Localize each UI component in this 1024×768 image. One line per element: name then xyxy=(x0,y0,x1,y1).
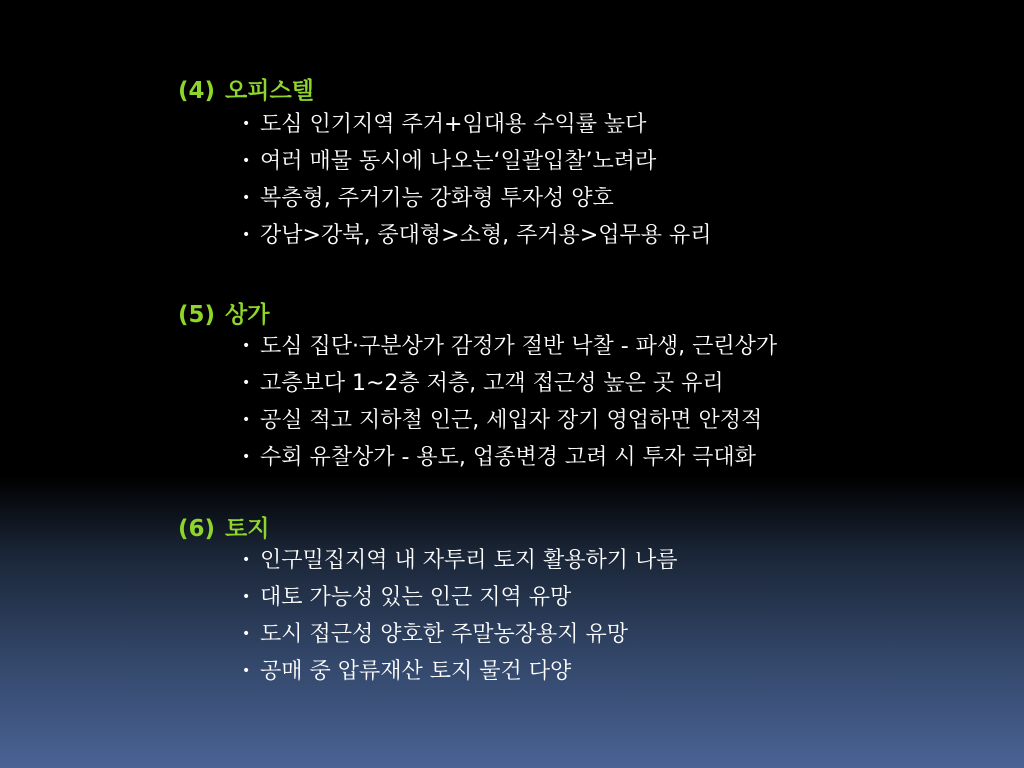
list-item xyxy=(242,217,712,254)
item-text: 도심 집단·구분상가 감정가 절반 낙찰 - 파생, 근린상가 xyxy=(260,334,778,359)
bullet-icon: • xyxy=(242,227,251,243)
bullet-icon: • xyxy=(242,552,251,568)
list-item xyxy=(242,143,712,180)
bullet-icon: • xyxy=(242,412,251,428)
bullet-icon: • xyxy=(242,116,251,132)
list-item xyxy=(242,616,678,653)
bullet-icon: • xyxy=(242,626,251,642)
bullet-list xyxy=(178,106,712,254)
item-text: 인구밀집지역 내 자투리 토지 활용하기 나름 xyxy=(260,548,678,573)
section-heading xyxy=(178,300,777,330)
bullet-icon: • xyxy=(242,375,251,391)
item-text: 공실 적고 지하철 인근, 세입자 장기 영업하면 안정적 xyxy=(260,408,763,433)
item-text: 복층형, 주거기능 강화형 투자성 양호 xyxy=(260,186,614,211)
section-officetel xyxy=(178,76,712,254)
section-land xyxy=(178,514,678,690)
list-item xyxy=(242,180,712,217)
section-number: (6) xyxy=(178,516,216,542)
list-item xyxy=(242,328,777,365)
bullet-list xyxy=(178,542,678,690)
list-item xyxy=(242,106,712,143)
section-title: 상가 xyxy=(225,302,270,328)
bullet-icon: • xyxy=(242,589,251,605)
list-item xyxy=(242,365,777,402)
list-item xyxy=(242,439,777,476)
list-item xyxy=(242,653,678,690)
section-title: 토지 xyxy=(225,516,270,542)
bullet-icon: • xyxy=(242,338,251,354)
item-text: 도심 인기지역 주거+임대용 수익률 높다 xyxy=(260,112,647,137)
item-text: 도시 접근성 양호한 주말농장용지 유망 xyxy=(260,622,629,647)
item-text: 수회 유찰상가 - 용도, 업종변경 고려 시 투자 극대화 xyxy=(260,445,756,470)
list-item xyxy=(242,579,678,616)
item-text: 여러 매물 동시에 나오는‘일괄입찰’노려라 xyxy=(260,149,657,174)
bullet-list xyxy=(178,328,777,476)
item-text: 공매 중 압류재산 토지 물건 다양 xyxy=(260,659,572,684)
bullet-icon: • xyxy=(242,190,251,206)
list-item xyxy=(242,402,777,439)
item-text: 강남>강북, 중대형>소형, 주거용>업무용 유리 xyxy=(260,223,712,248)
item-text: 대토 가능성 있는 인근 지역 유망 xyxy=(260,585,572,610)
bullet-icon: • xyxy=(242,449,251,465)
item-text: 고층보다 1~2층 저층, 고객 접근성 높은 곳 유리 xyxy=(260,371,724,396)
section-heading xyxy=(178,76,712,106)
section-commercial xyxy=(178,300,777,476)
section-title: 오피스텔 xyxy=(225,78,314,104)
section-number: (5) xyxy=(178,302,216,328)
section-number: (4) xyxy=(178,78,216,104)
list-item xyxy=(242,542,678,579)
section-heading xyxy=(178,514,678,544)
bullet-icon: • xyxy=(242,153,251,169)
bullet-icon: • xyxy=(242,663,251,679)
